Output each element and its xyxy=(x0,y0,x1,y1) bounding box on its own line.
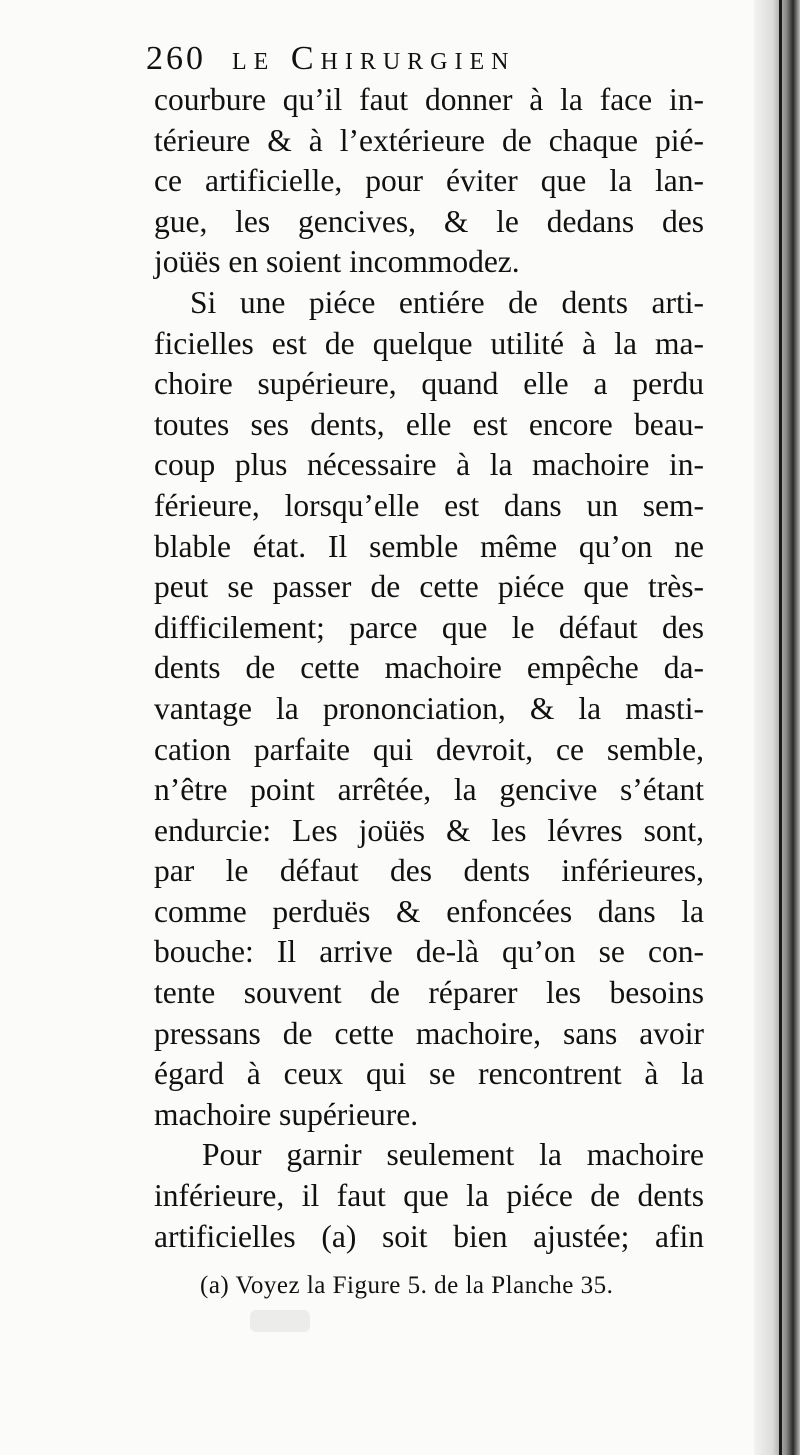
body-text xyxy=(154,80,704,1257)
text-line: tente souvent de réparer les besoins xyxy=(154,975,704,1011)
bleed-through-mark xyxy=(250,1310,310,1332)
footnote: (a) Voyez la Figure 5. de la Planche 35. xyxy=(200,1272,614,1299)
text-line: comme perduës & enfoncées dans la xyxy=(154,893,704,929)
text-line: artificielles (a) soit bien ajustée; afin xyxy=(154,1218,704,1254)
text-line: choire supérieure, quand elle a perdu xyxy=(154,366,704,402)
text-line: courbure qu’il faut donner à la face in- xyxy=(154,82,704,117)
text-line: toutes ses dents, elle est encore beau- xyxy=(154,406,704,442)
text-line: ficielles est de quelque utilité à la ma- xyxy=(154,325,704,361)
paragraph-start-line: Pour garnir seulement la machoire xyxy=(202,1137,704,1173)
text-line: bouche: Il arrive de-là qu’on se con- xyxy=(154,934,704,970)
running-title: le Chirurgien xyxy=(232,40,516,77)
page-header xyxy=(146,40,516,78)
text-line: gue, les gencives, & le dedans des xyxy=(154,203,704,239)
text-line: inférieure, il faut que la piéce de dents xyxy=(154,1178,704,1214)
text-line: coup plus nécessaire à la machoire in- xyxy=(154,447,704,483)
text-line: difficilement; parce que le défaut des xyxy=(154,609,704,645)
text-line: par le défaut des dents inférieures, xyxy=(154,853,704,889)
text-line: joüës en soient incommodez. xyxy=(154,244,520,280)
text-line: férieure, lorsqu’elle est dans un sem- xyxy=(154,487,704,523)
text-line: machoire supérieure. xyxy=(154,1096,419,1132)
text-line: dents de cette machoire empêche da- xyxy=(154,650,704,686)
text-line: térieure & à l’extérieure de chaque pié- xyxy=(154,122,704,158)
binding-edge-line xyxy=(779,0,782,1455)
text-line: égard à ceux qui se rencontrent à la xyxy=(154,1056,704,1092)
text-line: vantage la prononciation, & la masti- xyxy=(154,690,704,726)
text-line: ce artificielle, pour éviter que la lan- xyxy=(154,163,704,199)
paragraph-start-line: Si une piéce entiére de dents arti- xyxy=(190,284,704,320)
text-line: endurcie: Les joüës & les lévres sont, xyxy=(154,812,704,848)
page-number: 260 xyxy=(146,40,206,77)
text-line: n’être point arrêtée, la gencive s’étant xyxy=(154,772,704,808)
text-line: peut se passer de cette piéce que très- xyxy=(154,569,704,605)
text-line: pressans de cette machoire, sans avoir xyxy=(154,1015,704,1051)
text-line: blable état. Il semble même qu’on ne xyxy=(154,528,704,564)
text-line: cation parfaite qui devroit, ce semble, xyxy=(154,731,704,767)
binding-edge xyxy=(754,0,800,1455)
